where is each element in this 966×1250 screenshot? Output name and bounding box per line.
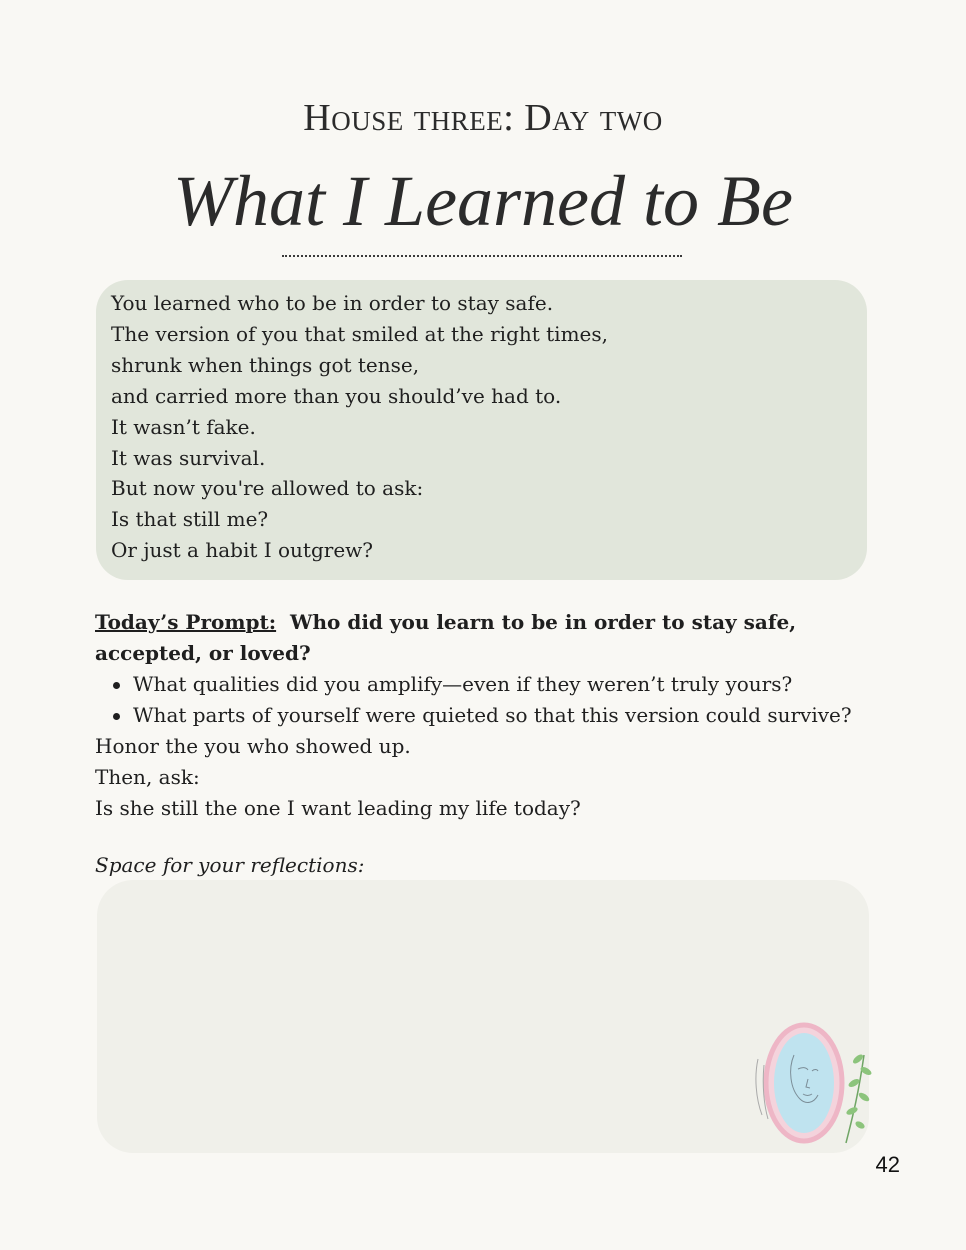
page-eyebrow: House three: Day two bbox=[303, 97, 663, 139]
mirror-glass bbox=[774, 1033, 834, 1133]
page-title: What I Learned to Be bbox=[173, 161, 793, 241]
closing-line: Honor the you who showed up. bbox=[95, 734, 411, 758]
leaf bbox=[845, 1106, 858, 1117]
prompt-bullet-list bbox=[95, 669, 875, 731]
title-divider bbox=[282, 255, 682, 257]
prompt-bullet: What qualities did you amplify—even if they weren’t truly yours? bbox=[133, 669, 875, 700]
leaf bbox=[857, 1091, 870, 1103]
prompt-heading bbox=[95, 607, 875, 669]
intro-line: It was survival. bbox=[111, 445, 266, 470]
intro-line: But now you're allowed to ask: bbox=[111, 476, 424, 501]
closing-line: Then, ask: bbox=[95, 765, 200, 789]
reflection-label: Space for your reflections: bbox=[95, 853, 365, 877]
intro-line: You learned who to be in order to stay safe. bbox=[111, 291, 554, 315]
intro-line: Is that still me? bbox=[111, 507, 269, 532]
intro-text bbox=[111, 288, 851, 566]
intro-line: It wasn’t fake. bbox=[111, 414, 256, 439]
intro-line: Or just a habit I outgrew? bbox=[111, 538, 373, 563]
prompt-label: Today’s Prompt: bbox=[95, 610, 277, 634]
page-number: 42 bbox=[875, 1152, 900, 1177]
mirror-illustration-icon bbox=[748, 1015, 872, 1155]
intro-line: The version of you that smiled at the right times, bbox=[111, 321, 609, 346]
leaf bbox=[854, 1120, 866, 1130]
prompt-question: Who did you learn to be in order to stay safe, accepted, or loved? bbox=[95, 610, 797, 665]
prompt-section bbox=[95, 607, 875, 824]
closing-line: Is she still the one I want leading my life today? bbox=[95, 796, 581, 820]
intro-line: and carried more than you should’ve had to. bbox=[111, 383, 562, 408]
intro-line: shrunk when things got tense, bbox=[111, 352, 420, 377]
prompt-bullet: What parts of yourself were quieted so that this version could survive? bbox=[133, 700, 875, 731]
